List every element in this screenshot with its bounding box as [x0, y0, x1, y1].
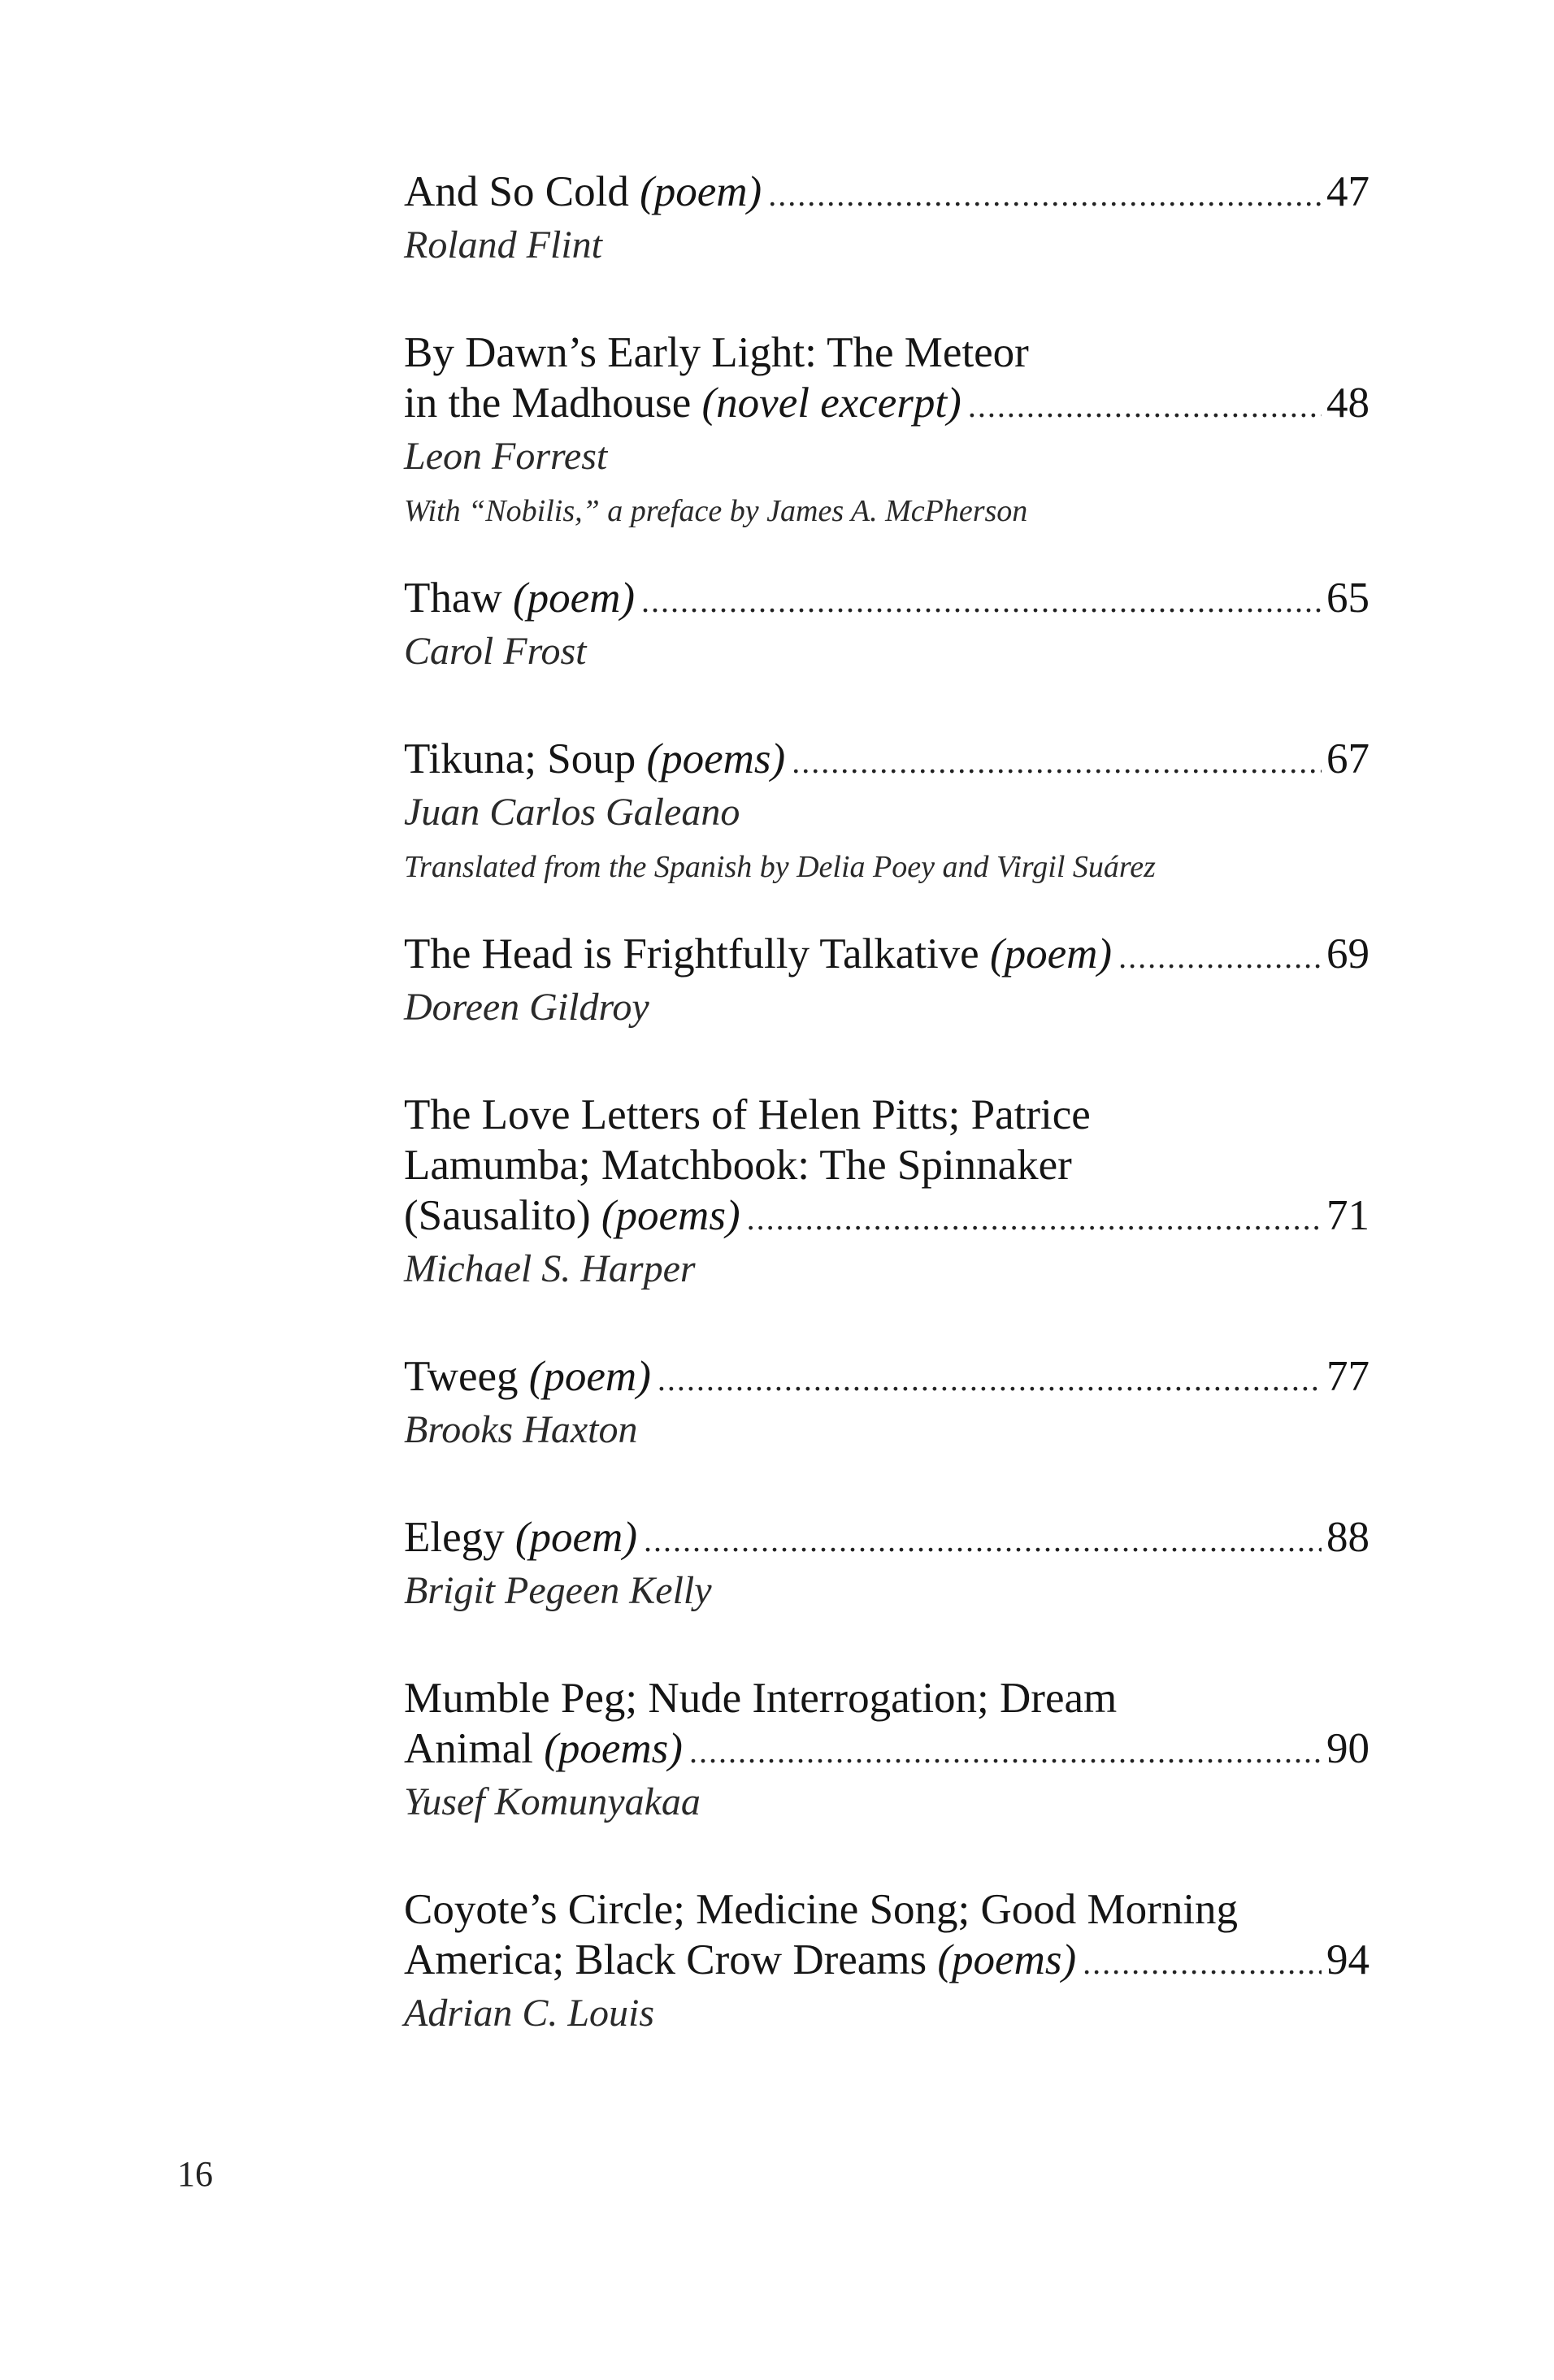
entry-title-text: (Sausalito) (poems) [404, 1192, 740, 1239]
entry-title-text: America; Black Crow Dreams (poems) [404, 1936, 1077, 1983]
toc-entry [404, 327, 1370, 540]
entry-title-line: Lamumba; Matchbook: The Spinnaker [404, 1142, 1072, 1189]
dot-leader [1083, 1938, 1322, 1988]
toc-entry [404, 1884, 1370, 2039]
entry-genre: (poems) [544, 1725, 683, 1772]
dot-leader [768, 170, 1322, 220]
entry-genre: (novel excerpt) [701, 379, 961, 427]
dot-leader [641, 576, 1322, 626]
entry-author: Brooks Haxton [404, 1408, 638, 1451]
entry-title-text: Thaw (poem) [404, 574, 636, 622]
entry-author: Roland Flint [404, 223, 602, 267]
dot-leader [792, 737, 1322, 787]
entry-title [404, 1512, 1370, 1566]
toc-entry [404, 1351, 1370, 1455]
entry-title [404, 1351, 1370, 1405]
entry-genre: (poem) [512, 574, 636, 622]
page-number: 16 [177, 2154, 213, 2194]
entry-genre: (poem) [514, 1514, 637, 1561]
entry-page-number: 88 [1326, 1514, 1370, 1561]
table-of-contents [404, 167, 1370, 2039]
entry-title-text: Tweeg (poem) [404, 1353, 651, 1400]
entry-title [404, 929, 1370, 982]
entry-title [404, 167, 1370, 220]
dot-leader [1118, 932, 1322, 982]
entry-author: Adrian C. Louis [404, 1992, 655, 2035]
entry-title-line: By Dawn’s Early Light: The Meteor [404, 329, 1029, 376]
entry-title-text: The Head is Frightfully Talkative (poem) [404, 930, 1113, 978]
dot-leader [658, 1355, 1322, 1405]
entry-title-line: The Love Letters of Helen Pitts; Patrice [404, 1091, 1091, 1138]
entry-title-line: Mumble Peg; Nude Interrogation; Dream [404, 1675, 1118, 1722]
toc-entry [404, 734, 1370, 896]
entry-author: Brigit Pegeen Kelly [404, 1569, 712, 1612]
entry-author: Carol Frost [404, 630, 587, 673]
entry-genre: (poems) [937, 1936, 1077, 1983]
entry-note: Translated from the Spanish by Delia Poey and Virgil Suárez [404, 850, 1156, 884]
dot-leader [968, 381, 1322, 431]
toc-entry [404, 573, 1370, 677]
entry-page-number: 48 [1326, 379, 1370, 427]
dot-leader [747, 1194, 1322, 1244]
toc-entry [404, 1512, 1370, 1616]
entry-title-text: Animal (poems) [404, 1725, 683, 1772]
entry-genre: (poems) [646, 735, 786, 782]
entry-title [404, 734, 1370, 787]
toc-entry [404, 1090, 1370, 1294]
entry-title [404, 327, 1370, 431]
entry-author: Doreen Gildroy [404, 986, 649, 1029]
entry-page-number: 77 [1326, 1353, 1370, 1400]
entry-title-text: And So Cold (poem) [404, 168, 762, 215]
dot-leader [644, 1515, 1322, 1566]
entry-genre: (poem) [640, 168, 762, 215]
entry-genre: (poems) [601, 1192, 740, 1239]
toc-entry [404, 167, 1370, 271]
entry-note: With “Nobilis,” a preface by James A. McPherson [404, 494, 1028, 528]
entry-page-number: 65 [1326, 574, 1370, 622]
entry-title [404, 1673, 1370, 1777]
entry-author: Leon Forrest [404, 435, 608, 478]
toc-entry [404, 929, 1370, 1033]
entry-genre: (poem) [989, 930, 1113, 978]
entry-title-text: in the Madhouse (novel excerpt) [404, 379, 961, 427]
entry-genre: (poem) [528, 1353, 651, 1400]
entry-page-number: 90 [1326, 1725, 1370, 1772]
entry-page-number: 47 [1326, 168, 1370, 215]
entry-title [404, 1884, 1370, 1988]
entry-author: Juan Carlos Galeano [404, 791, 740, 834]
entry-page-number: 94 [1326, 1936, 1370, 1983]
entry-title [404, 1090, 1370, 1244]
entry-title-text: Tikuna; Soup (poems) [404, 735, 786, 782]
entry-title-line: Coyote’s Circle; Medicine Song; Good Morning [404, 1886, 1239, 1933]
entry-page-number: 69 [1326, 930, 1370, 978]
entry-author: Yusef Komunyakaa [404, 1780, 701, 1823]
entry-title [404, 573, 1370, 626]
dot-leader [689, 1727, 1322, 1777]
entry-page-number: 71 [1326, 1192, 1370, 1239]
entry-page-number: 67 [1326, 735, 1370, 782]
entry-title-text: Elegy (poem) [404, 1514, 637, 1561]
entry-author: Michael S. Harper [404, 1247, 696, 1290]
toc-entry [404, 1673, 1370, 1827]
